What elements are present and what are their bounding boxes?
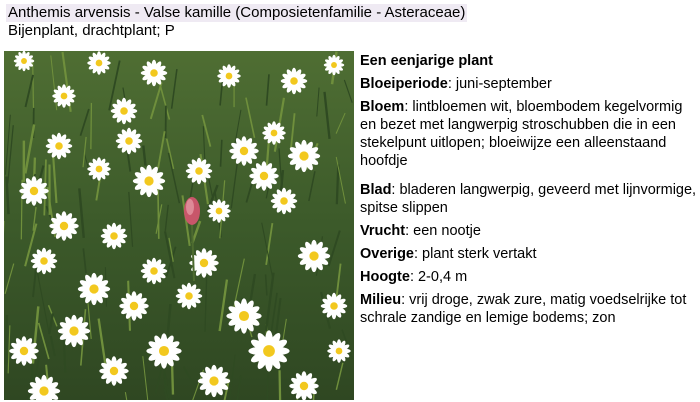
plant-info bbox=[360, 52, 698, 332]
header bbox=[6, 4, 696, 40]
info-blad: Blad: bladeren langwerpig, geveerd met lijnvormige, spitse slippen bbox=[360, 182, 697, 216]
grass-blade bbox=[158, 183, 159, 239]
page-title: Anthemis arvensis - Valse kamille (Composietenfamilie - Asteraceae) bbox=[8, 4, 466, 21]
chamomile-photo-illustration bbox=[4, 51, 354, 400]
grass-blade bbox=[91, 103, 92, 149]
plant-photo bbox=[4, 51, 354, 400]
info-overige: Overige: plant sterk vertakt bbox=[360, 246, 537, 262]
info-milieu: Milieu: vrij droge, zwak zure, matig voedselrijke tot schrale zandige en lemige bodems; zon bbox=[360, 292, 687, 326]
grass-blade bbox=[6, 315, 7, 365]
page-subtitle: Bijenplant, drachtplant; P bbox=[8, 22, 175, 39]
grass-blade bbox=[21, 180, 22, 240]
info-heading: Een eenjarige plant bbox=[360, 53, 493, 69]
info-bloem: Bloem: lintbloemen wit, bloembodem kegelvormig en bezet met langwerpig stroschubben die in een stekelpunt uitlopen; bloeiwijze een alleenstaand hoofdje bbox=[360, 99, 683, 169]
grass-blade bbox=[337, 164, 338, 204]
info-vrucht: Vrucht: een nootje bbox=[360, 223, 481, 239]
info-bloeiperiode: Bloeiperiode: juni-september bbox=[360, 76, 552, 92]
info-hoogte: Hoogte: 2-0,4 m bbox=[360, 269, 468, 285]
grass-blade bbox=[280, 370, 281, 400]
